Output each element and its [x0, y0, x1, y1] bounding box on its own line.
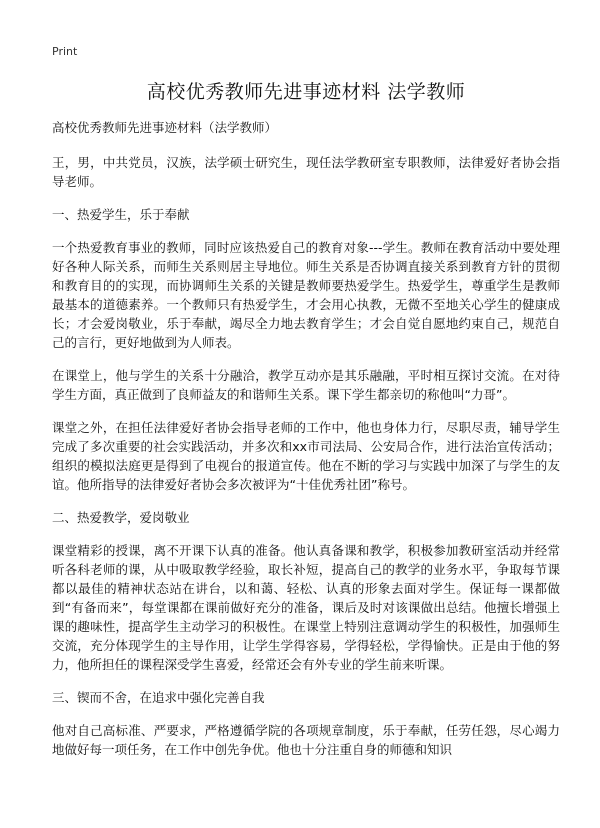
section-1-paragraph-1: 一个热爱教育事业的教师，同时应该热爱自己的教育对象---学生。教师在教育活动中要处理好各种人际关系，而师生关系则居主导地位。师生关系是否协调直接关系到教育方针的贯彻和教育目的的实现，而协调师生关系的关键是教师要热爱学生。热爱学生，尊重学生是教师最基本的道德素养。一个教师只有热爱学生，才会用心执教，无微不至地关心学生的健康成长；才会爱岗敬业，乐于奉献，竭尽全力地去教育学生；才会自觉自愿地约束自己，规范自己的言行，更好地做到为人师表。 [52, 240, 560, 350]
intro-paragraph: 王，男，中共党员，汉族，法学硕士研究生，现任法学教研室专职教师，法律爱好者协会指导老师。 [52, 155, 560, 189]
section-2-paragraph-1: 课堂精彩的授课，离不开课下认真的准备。他认真备课和教学，积极参加教研室活动并经常听各科老师的课，从中吸取教学经验，取长补短，提高自己的教学的业务水平，争取每节课都以最佳的精神状态站在讲台，以和蔼、轻松、认真的形象去面对学生。保证每一课都做到“有备而来”，每堂课都在课前做好充分的准备，课后及时对该课做出总结。他擅长增强上课的趣味性，提高学生主动学习的积极性。在课堂上特别注意调动学生的积极性，加强师生交流，充分体现学生的主导作用，让学生学得容易，学得轻松，学得愉快。正是由于他的努力，他所担任的课程深受学生喜爱，经常还会有外专业的学生前来听课。 [52, 543, 560, 672]
section-3-paragraph-1: 他对自己高标准、严要求，严格遵循学院的各项规章制度，乐于奉献，任劳任怨，尽心竭力地做好每一项任务，在工作中创先争优。他也十分注重自身的师德和知识 [52, 723, 560, 757]
section-1-paragraph-2: 在课堂上，他与学生的关系十分融洽，教学互动亦是其乐融融，平时相互探讨交流。在对待学生方面，真正做到了良师益友的和谐师生关系。课下学生都亲切的称他叫“力哥”。 [52, 368, 560, 402]
article-body [52, 118, 560, 773]
article-subtitle: 高校优秀教师先进事迹材料（法学教师） [52, 120, 278, 135]
section-heading-2: 二、热爱教学，爱岗敬业 [52, 510, 190, 525]
section-heading-3: 三、锲而不舍，在追求中强化完善自我 [52, 690, 265, 705]
page-title: 高校优秀教师先进事迹材料 法学教师 [146, 81, 466, 103]
section-heading-1: 一、热爱学生，乐于奉献 [52, 207, 190, 222]
section-1-paragraph-3: 课堂之外，在担任法律爱好者协会指导老师的工作中，他也身体力行，尽职尽责，辅导学生完成了多次重要的社会实践活动，并多次和xx市司法局、公安局合作，进行法治宣传活动；组织的模拟法庭更是得到了电视台的报道宣传。他在不断的学习与实践中加深了与学生的友谊。他所指导的法律爱好者协会多次被评为“十佳优秀社团”称号。 [52, 420, 560, 492]
print-link[interactable]: Print [52, 45, 78, 58]
